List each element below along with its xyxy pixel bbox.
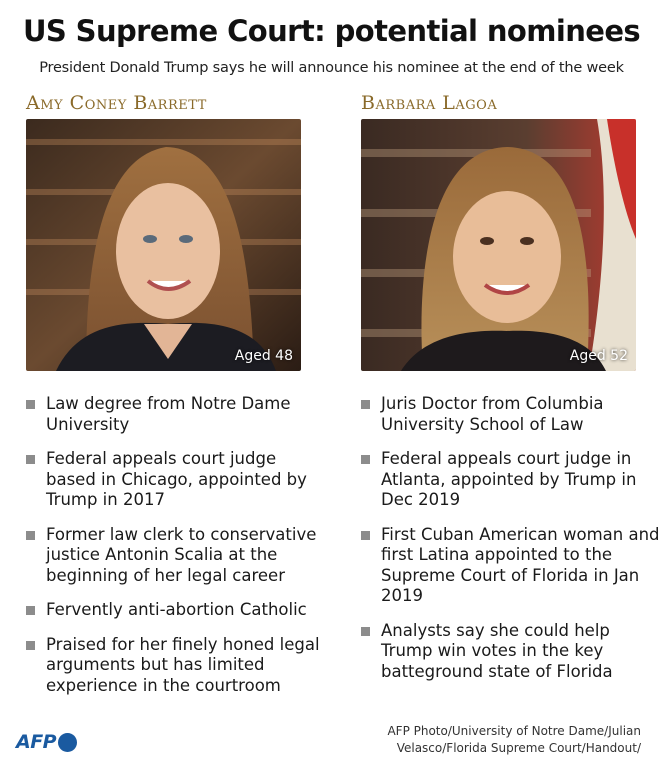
nominee-card-barrett bbox=[26, 92, 320, 695]
nominee-age: Aged 48 bbox=[234, 348, 293, 364]
photo-credit: AFP Photo/University of Notre Dame/Julian Velasco/Florida Supreme Court/Handout/ bbox=[387, 724, 641, 755]
fact-text: Praised for her finely honed legal arguments but has limited experience in the courtroom bbox=[46, 634, 320, 695]
fact-text: Analysts say she could help Trump win votes in the key batteground state of Florida bbox=[381, 620, 613, 681]
nominee-photo bbox=[26, 119, 301, 371]
list-item bbox=[26, 600, 326, 621]
nominee-name: Barbara Lagoa bbox=[361, 92, 498, 114]
bullet-icon bbox=[361, 455, 370, 464]
afp-logo bbox=[16, 731, 77, 753]
bullet-icon bbox=[361, 531, 370, 540]
bullet-icon bbox=[26, 641, 35, 650]
page-title: US Supreme Court: potential nominees bbox=[22, 14, 641, 48]
list-item bbox=[26, 449, 326, 511]
nominee-name: Amy Coney Barrett bbox=[26, 92, 207, 114]
list-item bbox=[26, 394, 326, 435]
list-item bbox=[361, 621, 661, 683]
bullet-icon bbox=[26, 531, 35, 540]
fact-text: Juris Doctor from Columbia University School of Law bbox=[381, 394, 604, 434]
nominee-photo bbox=[361, 119, 636, 371]
list-item bbox=[26, 635, 326, 697]
nominee-age: Aged 52 bbox=[569, 348, 628, 364]
portrait-image bbox=[26, 119, 301, 371]
fact-text: First Cuban American woman and first Latina appointed to the Supreme Court of Florida in Jan 2019 bbox=[381, 524, 660, 605]
list-item bbox=[361, 525, 661, 607]
list-item bbox=[26, 525, 326, 587]
fact-text: Former law clerk to conservative justice Antonin Scalia at the beginning of her legal career bbox=[46, 524, 317, 585]
logo-text: AFP bbox=[16, 731, 57, 753]
bullet-icon bbox=[26, 455, 35, 464]
bullet-icon bbox=[26, 400, 35, 409]
fact-list bbox=[26, 394, 326, 710]
list-item bbox=[361, 449, 661, 511]
page-subtitle: President Donald Trump says he will announce his nominee at the end of the week bbox=[39, 60, 624, 76]
fact-text: Fervently anti-abortion Catholic bbox=[46, 600, 307, 619]
logo-disc-icon bbox=[58, 733, 77, 752]
nominee-card-lagoa bbox=[361, 92, 660, 681]
bullet-icon bbox=[361, 627, 370, 636]
fact-text: Federal appeals court judge based in Chicago, appointed by Trump in 2017 bbox=[46, 449, 307, 509]
bullet-icon bbox=[26, 606, 35, 615]
portrait-image bbox=[361, 119, 636, 371]
fact-text: Federal appeals court judge in Atlanta, appointed by Trump in Dec 2019 bbox=[381, 449, 637, 509]
fact-text: Law degree from Notre Dame University bbox=[46, 394, 291, 434]
fact-list bbox=[361, 394, 661, 696]
bullet-icon bbox=[361, 400, 370, 409]
list-item bbox=[361, 394, 661, 435]
